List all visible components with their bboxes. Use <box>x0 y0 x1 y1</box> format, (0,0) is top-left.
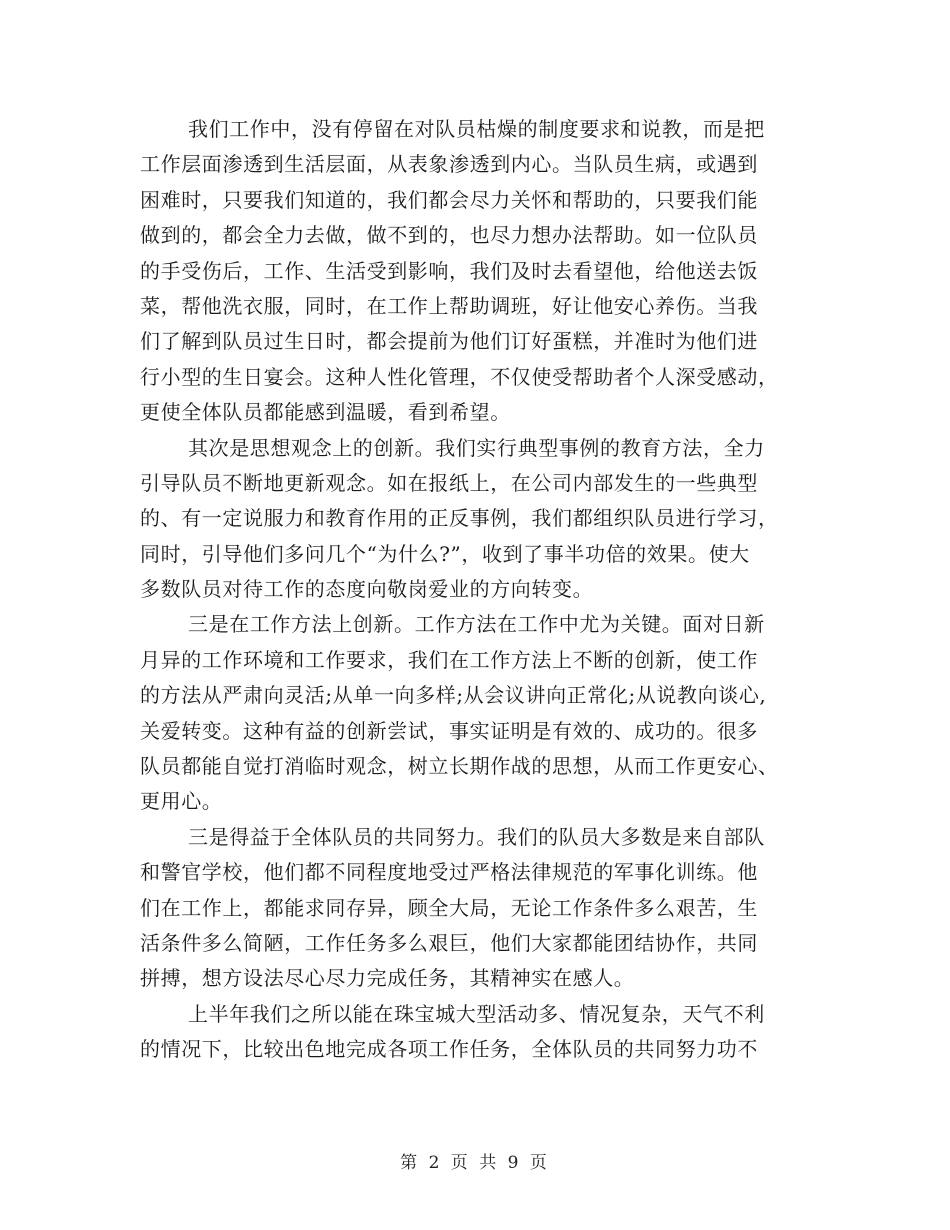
text-line: 困难时，只要我们知道的，我们都会尽力关怀和帮助的，只要我们能 <box>140 187 758 212</box>
text-line: 同时，引导他们多问几个“为什么?”，收到了事半功倍的效果。使大 <box>140 541 750 566</box>
text-line: 三是得益于全体队员的共同努力。我们的队员大多数是来自部队 <box>188 824 765 849</box>
document-body <box>140 112 800 1068</box>
text-line: 们了解到队员过生日时，都会提前为他们订好蛋糕，并准时为他们进 <box>140 329 758 354</box>
text-line: 引导队员不断地更新观念。如在报纸上，在公司内部发生的一些典型 <box>140 470 758 495</box>
text-line: 更使全体队员都能感到温暖，看到希望。 <box>140 400 511 425</box>
text-line: 月异的工作环境和工作要求，我们在工作方法上不断的创新，使工作 <box>140 647 758 672</box>
text-line: 活条件多么简陋，工作任务多么艰巨，他们大家都能团结协作，共同 <box>140 930 758 955</box>
text-line: 拼搏，想方设法尽心尽力完成任务，其精神实在感人。 <box>140 966 635 991</box>
paragraph <box>140 607 800 819</box>
text-line: 关爱转变。这种有益的创新尝试，事实证明是有效的、成功的。很多 <box>140 718 758 743</box>
text-line: 队员都能自觉打消临时观念，树立长期作战的思想，从而工作更安心、 <box>140 754 779 779</box>
paragraph <box>140 112 800 431</box>
text-line: 做到的，都会全力去做，做不到的，也尽力想办法帮助。如一位队员 <box>140 223 758 248</box>
page-footer: 第 2 页 共 9 页 <box>400 1153 550 1173</box>
paragraph <box>140 820 800 997</box>
text-line: 我们工作中，没有停留在对队员枯燥的制度要求和说教，而是把 <box>188 117 765 141</box>
text-line: 上半年我们之所以能在珠宝城大型活动多、情况复杂，天气不利 <box>188 1001 765 1026</box>
text-line: 更用心。 <box>140 789 223 814</box>
text-line: 多数队员对待工作的态度向敬岗爱业的方向转变。 <box>140 577 594 602</box>
text-line: 的情况下，比较出色地完成各项工作任务，全体队员的共同努力功不 <box>140 1037 758 1062</box>
text-line: 们在工作上，都能求同存异，顾全大局，无论工作条件多么艰苦，生 <box>140 895 758 920</box>
text-line: 的方法从严肃向灵活;从单一向多样;从会议讲向正常化;从说教向谈心, <box>140 683 767 708</box>
text-line: 其次是思想观念上的创新。我们实行典型事例的教育方法，全力 <box>188 435 765 460</box>
paragraph <box>140 431 800 608</box>
text-line: 的、有一定说服力和教育作用的正反事例，我们都组织队员进行学习， <box>140 506 779 531</box>
text-line: 菜，帮他洗衣服，同时，在工作上帮助调班，好让他安心养伤。当我 <box>140 293 758 318</box>
text-line: 工作层面渗透到生活层面，从表象渗透到内心。当队员生病，或遇到 <box>140 152 758 177</box>
text-line: 的手受伤后，工作、生活受到影响，我们及时去看望他，给他送去饭 <box>140 258 758 283</box>
paragraph <box>140 997 800 1068</box>
text-line: 和警官学校，他们都不同程度地受过严格法律规范的军事化训练。他 <box>140 860 758 885</box>
text-line: 三是在工作方法上创新。工作方法在工作中尤为关键。面对日新 <box>188 612 765 637</box>
text-line: 行小型的生日宴会。这种人性化管理，不仅使受帮助者个人深受感动， <box>140 364 779 389</box>
